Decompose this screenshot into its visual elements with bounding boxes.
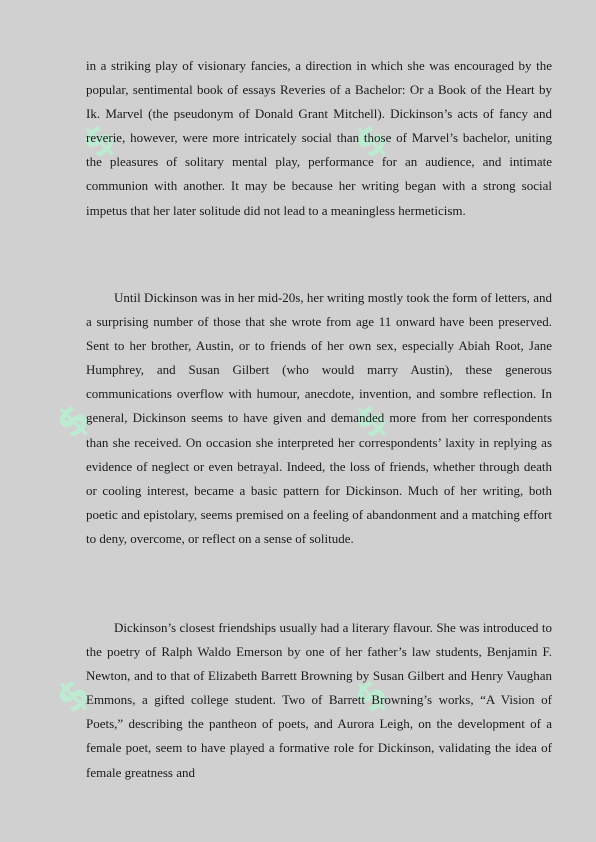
watermark-mark: $: [345, 395, 398, 448]
body-paragraph-1: [86, 54, 552, 223]
body-paragraph-2: [86, 286, 552, 551]
body-paragraph-3: [86, 616, 552, 785]
watermark-mark: $: [345, 670, 398, 723]
watermark-mark: $: [47, 670, 100, 723]
watermark-mark: $: [47, 395, 100, 448]
watermark-mark: $: [73, 115, 126, 168]
paragraph-text: Until Dickinson was in her mid-20s, her writing mostly took the form of letters, and a surprising number of those that she wrote from age 11 onward have been preserved. Sent to her brother, Austin, or to friends of her own sex, especially Abiah Root, Jane Humphrey, and Susan Gilbert (who would marry Austin), these generous communications overflow with humour, anecdote, invention, and sombre reflection. In general, Dickinson seems to have given and demanded more from her correspondents than she received. On occasion she interpreted her correspondents’ laxity in replying as evidence of neglect or even betrayal. Indeed, the loss of friends, whether through death or cooling interest, became a basic pattern for Dickinson. Much of her writing, both poetic and epistolary, seems premised on a feeling of abandonment and a matching effort to deny, overcome, or reflect on a sense of solitude.: [86, 290, 552, 546]
paragraph-text: Dickinson’s closest friendships usually had a literary flavour. She was introduced to the poetry of Ralph Waldo Emerson by one of her father’s law students, Benjamin F. Newton, and to that of Elizabeth Barrett Browning by Susan Gilbert and Henry Vaughan Emmons, a gifted college student. Two of Barrett Browning’s works, “A Vision of Poets,” describing the pantheon of poets, and Aurora Leigh, on the development of a female poet, seem to have played a formative role for Dickinson, validating the idea of female greatness and: [86, 620, 552, 780]
paragraph-text: in a striking play of visionary fancies, a direction in which she was encouraged by the popular, sentimental book of essays Reveries of a Bachelor: Or a Book of the Heart by Ik. Marvel (the pseudonym of Donald Grant Mitchell). Dickinson’s acts of fancy and reverie, however, were more intricately social than those of Marvel’s bachelor, uniting the pleasures of solitary mental play, performance for an audience, and intimate communion with another. It may be because her writing began with a strong social impetus that her later solitude did not lead to a meaningless hermeticism.: [86, 58, 552, 218]
watermark-mark: $: [345, 115, 398, 168]
